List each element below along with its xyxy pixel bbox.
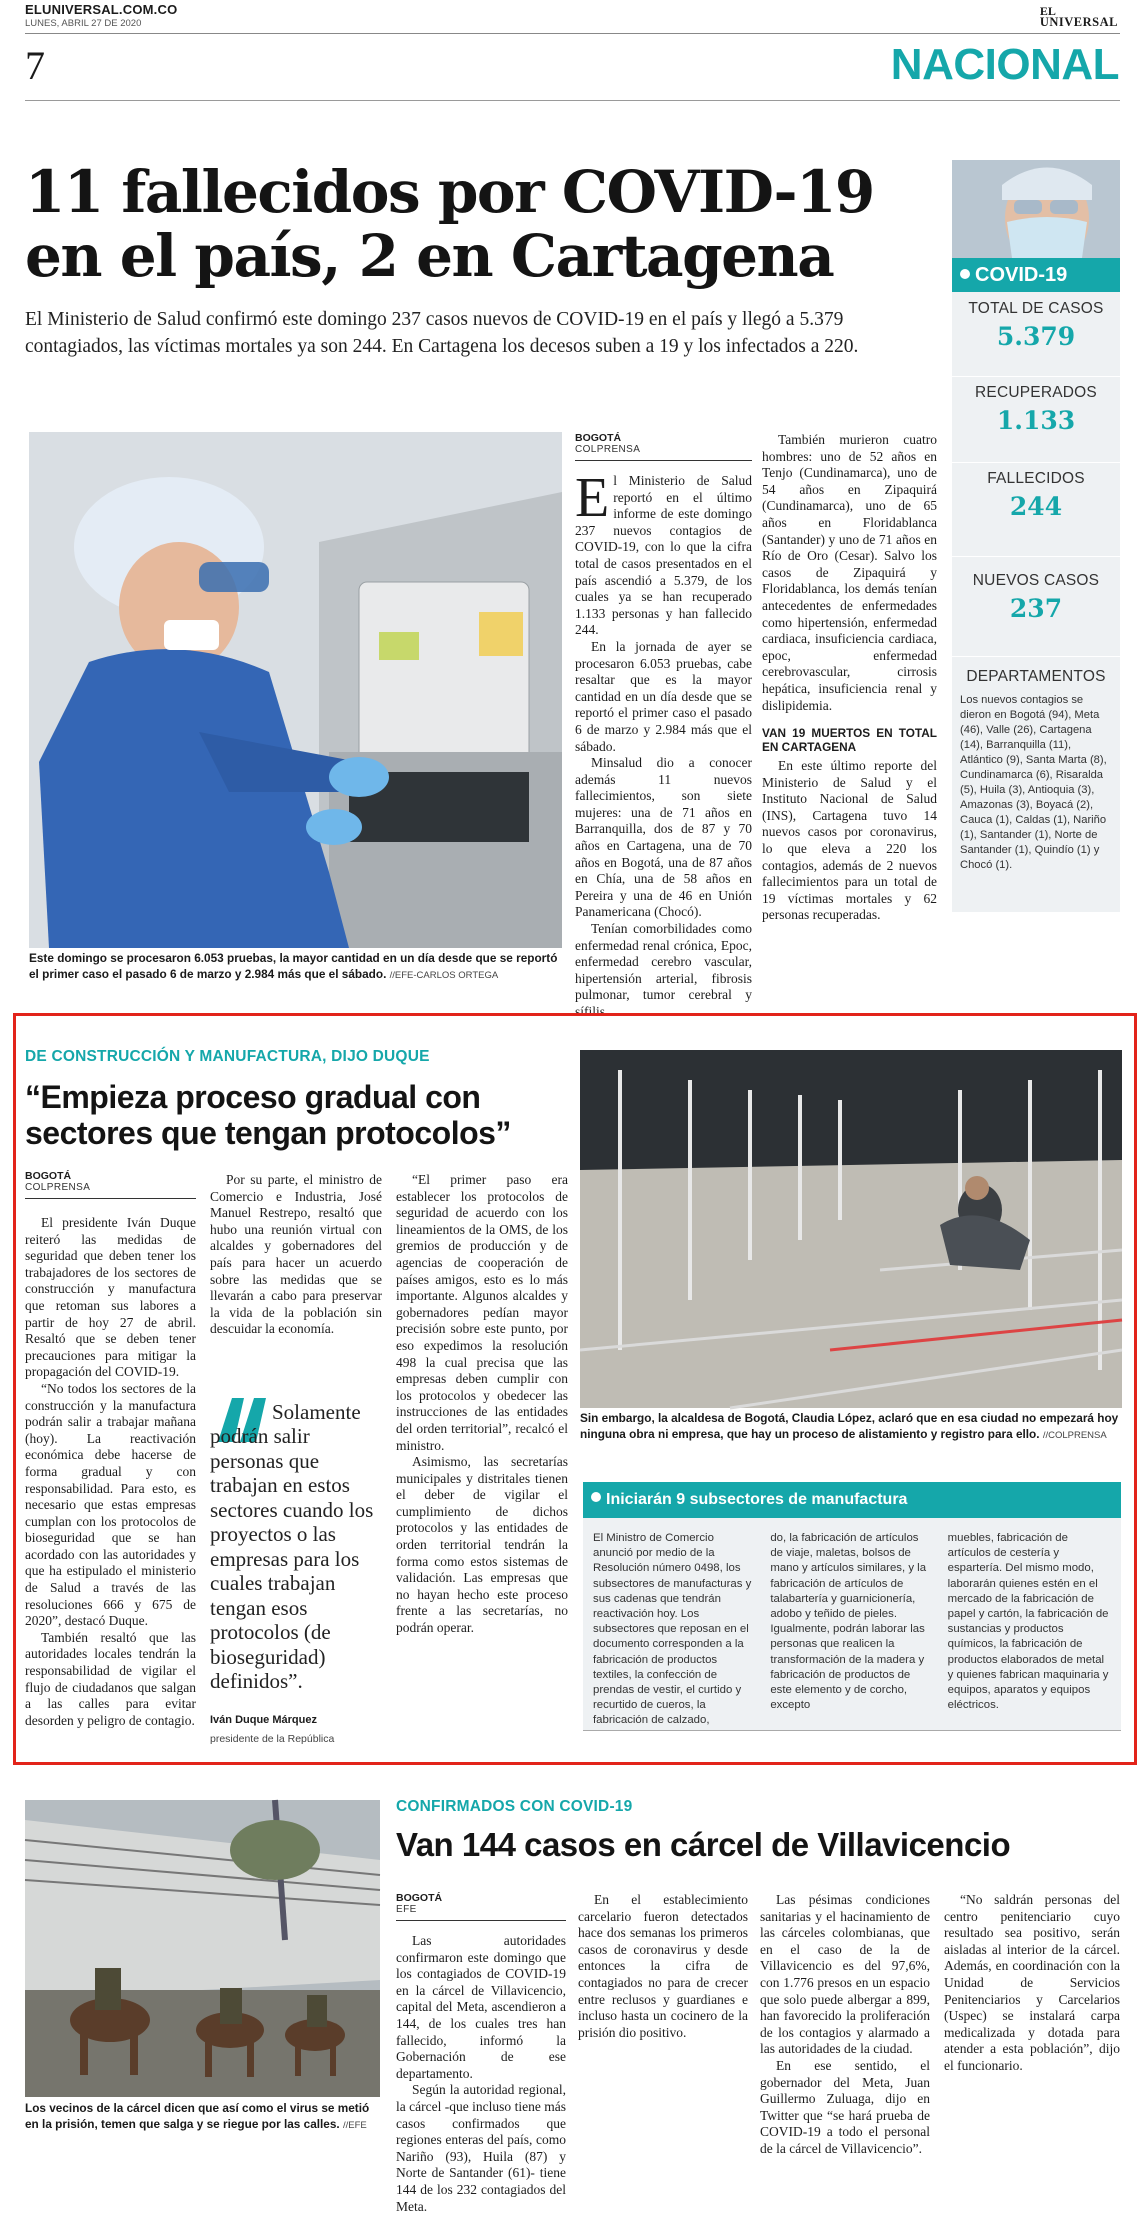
stat-recovered — [952, 384, 1120, 435]
stat-divider — [952, 656, 1120, 657]
main-headline-line-2: en el país, 2 en Cartagena — [25, 222, 834, 290]
second-paragraph-1: El presidente Iván Duque reiteró las medidas de seguridad que deben tener los trabajadores de los sectores de construcción y manufactura que retoman sus labores a partir de hoy 27 de abril. Resaltó que se deben tener precauciones para mitigar la propagación del COVID-19. — [25, 1215, 196, 1380]
header-divider — [25, 100, 1120, 101]
pull-quote: Solamente podrán salir personas que trabajan en estos sectores cuando los proyectos o las empresas para los cuales trabajan tengan esos protocolos (de bioseguridad) definidos”. — [210, 1399, 374, 1694]
third-byline-city: BOGOTÁ — [396, 1892, 443, 1904]
third-paragraph-3: En el establecimiento carcelario fueron detectados hace dos semanas los primeros casos de coronavirus y desde entonces la cifra de contagiados no para de crecer entre reclusos y guardianes e incluso hasta un cocinero de la prisión dio positivo. — [578, 1892, 748, 2040]
dot-icon — [591, 1492, 601, 1502]
construction-site-photo — [580, 1050, 1122, 1408]
stat-divider — [952, 376, 1120, 377]
covid-tag-label: COVID-19 — [975, 264, 1068, 286]
main-caption-text: Este domingo se procesaron 6.053 pruebas, la mayor cantidad en un día desde que se reportó el primer caso el pasado 6 de marzo y 2.984 más que el sábado. — [29, 951, 558, 981]
third-column-4 — [944, 1892, 1120, 2075]
doctor-mask-photo — [952, 160, 1120, 258]
second-byline-city: BOGOTÁ — [25, 1170, 72, 1182]
second-paragraph-5: “El primer paso era establecer los protocolos de seguridad de acuerdo con los lineamientos de la OMS, de los gremios de producción y de agencias de cooperación de países amigos, esto es lo más importante. Algunos alcaldes y gobernadores pedían mayor precisión sobre este punto, por eso expedimos la resolución 498 la cual precisa que las empresas deben cumplir con los protocolos y obedecer las instrucciones de las entidades del orden territorial”, recalcó el ministro. — [396, 1172, 568, 1453]
doctor-illustration — [952, 160, 1120, 258]
main-subhead: VAN 19 MUERTOS EN TOTAL EN CARTAGENA — [762, 726, 937, 755]
main-column-2 — [762, 432, 937, 924]
main-paragraph-3: Minsalud dio a conocer además 11 nuevos fallecimientos, son siete mujeres: una de 71 años en Barranquilla, dos de 87 y 70 años en Cartagena, una de 70 años en Bogotá, una de 87 años en Chía, una de 58 años en Pereira y una de 46 en Unión Panamericana (Chocó). — [575, 755, 752, 920]
departments-label: DEPARTAMENTOS — [966, 668, 1106, 685]
stat-divider — [952, 462, 1120, 463]
section-title: NACIONAL — [890, 40, 1119, 89]
second-column-3 — [396, 1172, 568, 1637]
third-paragraph-5: En ese sentido, el gobernador del Meta, Juan Guillermo Zuluaga, dijo en Twitter que “se hará prueba de COVID-19 a todo el personal de la cárcel de Villavicencio”. — [760, 2057, 930, 2156]
infobox-column-3: muebles, fabricación de artículos de cestería y espartería. Del mismo modo, laborarán quienes estén en el mercado de la fabricación de papel y cartón, la fabricación de sustancias y productos químicos, la fabricación de productos elaborados de metal y quienes fabrican maquinaria y equipos, aparatos y equipos eléctricos. — [947, 1532, 1109, 1712]
stat-label: RECUPERADOS — [975, 384, 1097, 401]
prison-photo-caption — [25, 2100, 385, 2134]
main-paragraph-6: En este último reporte del Ministerio de Salud y el Instituto Nacional de Salud (INS), Cartagena tuvo 14 nuevos casos por coronavirus, lo que eleva a 220 los contagios, además de 2 nuevos fallecimientos para un total de 19 víctimas mortales y 62 personas recuperadas. — [762, 758, 937, 923]
stat-value: 5.379 — [996, 322, 1076, 351]
main-headline-line-1: 11 fallecidos por COVID-19 — [25, 158, 874, 226]
page-number: 7 — [25, 43, 45, 88]
prison-illustration — [25, 1800, 380, 2097]
second-paragraph-6: Asimismo, las secretarías municipales y distritales tienen el deber de vigilar el cumplimiento de dichos protocolos y las entidades de orden territorial tendrán la forma como estos sistemas de validación. Las empresas que no hayan hecho este proceso frente a las secretarías, no podrán operar. — [396, 1454, 568, 1636]
third-story-kicker: CONFIRMADOS CON COVID-19 — [396, 1798, 633, 1815]
construction-photo-caption — [580, 1410, 1125, 1444]
second-story-headline — [25, 1079, 565, 1151]
logo-line-2: UNIVERSAL — [1039, 15, 1118, 29]
manufacturing-infobox — [583, 1482, 1121, 1731]
second-byline-agency: COLPRENSA — [25, 1182, 196, 1199]
main-dropcap: E — [575, 467, 610, 529]
quote-author: Iván Duque Márquez — [210, 1713, 317, 1726]
stat-value: 244 — [1009, 492, 1063, 521]
main-p1-text: l Ministerio de Salud reportó en el último informe de este domingo 237 nuevos contagios de COVID-19, con lo que la cifra total de casos presentados en el país ascendió a 5.379, de los cuales ya se han recuperado 1.133 personas y han fallecido 244. — [575, 473, 752, 638]
departments-title — [952, 668, 1120, 686]
main-dek: El Ministerio de Salud confirmó este domingo 237 casos nuevos de COVID-19 en el país y llegó a 5.379 contagiados, las víctimas mortales ya son 244. En Cartagena los decesos suben a 19 y los infectados a 220. — [25, 309, 859, 357]
infobox-columns — [593, 1531, 1111, 1729]
stat-new-cases — [952, 572, 1120, 623]
third-paragraph-4: Las pésimas condiciones sanitarias y el hacinamiento de las cárceles colombianas, que en el caso de la de Villavicencio es del 97,6%, con 1.776 presos en un espacio que solo puede albergar a 899, han favorecido la proliferación de los contagios y alarmado a las autoridades de la ciudad. — [760, 1892, 930, 2057]
stat-value: 1.133 — [996, 406, 1076, 435]
departments-text: Los nuevos contagios se dieron en Bogotá (94), Meta (46), Valle (26), Cartagena (14), Barranquilla (11), Atlántico (9), Santa Marta (8), Cundinamarca (6), Risaralda (5), Huila (3), Antioquia (3), Amazonas (3), Boyacá (2), Cauca (1), Caldas (1), Nariño (1), Santander (1), Norte de Santander (1), Quindío (1) y Chocó (1). — [960, 694, 1107, 871]
second-paragraph-4: Por su parte, el ministro de Comercio e Industria, José Manuel Restrepo, resaltó que hubo una reunión virtual con alcaldes y gobernadores del país para hacer un acuerdo sobre las medidas que se llevarán a cabo para preservar la vida de la población sin descuidar la economía. — [210, 1172, 382, 1337]
construction-photo-credit: //COLPRENSA — [1042, 1430, 1107, 1441]
main-photo-credit: //EFE-CARLOS ORTEGA — [389, 970, 499, 981]
main-byline-agency: COLPRENSA — [575, 444, 752, 461]
third-paragraph-6: “No saldrán personas del centro penitenciario cuyo resultado sea positivo, serán aisladas al interior de la cárcel. Además, en coordinación con la Unidad de Servicios Penitenciarios y Carcelarios (Uspec) se instalará carpa medicalizada y dotada para atender a esta población”, dijo el funcionario. — [944, 1892, 1120, 2073]
covid-stats-sidebar — [952, 160, 1120, 912]
dot-icon — [960, 269, 970, 279]
third-paragraph-2: Según la autoridad regional, la cárcel -que incluso tiene más casos confirmados que regiones enteras del país, como Nariño (93), Huila (87) y Norte de Santander (61)- tiene 144 de los 232 contagiados del Meta. — [396, 2082, 566, 2214]
newspaper-logo[interactable] — [1040, 6, 1118, 28]
logo-line-1: EL — [1039, 4, 1056, 18]
lab-technician-photo — [29, 432, 562, 948]
stat-label: TOTAL DE CASOS — [968, 300, 1104, 317]
main-paragraph-1 — [575, 467, 752, 639]
second-paragraph-3: También resaltó que las autoridades locales tendrán la responsabilidad de vigilar el flujo de ciudadanos que salgan a las calles para evitar desorden y peligro de contagio. — [25, 1629, 196, 1728]
site-url[interactable]: ELUNIVERSAL.COM.CO — [25, 2, 178, 17]
lab-photo-illustration — [29, 432, 562, 948]
quote-author-role: presidente de la República — [210, 1732, 335, 1745]
stat-total-cases — [952, 300, 1120, 351]
main-paragraph-2: En la jornada de ayer se procesaron 6.053 pruebas, cabe resaltar que es la mayor cantidad en un día desde que se reportó el primer caso el pasado 6 de marzo y 2.984 más que el sábado. — [575, 638, 752, 754]
third-column-1 — [396, 1892, 566, 2215]
second-column-1 — [25, 1170, 196, 1729]
third-column-2 — [578, 1892, 748, 2041]
issue-date: LUNES, ABRIL 27 DE 2020 — [25, 18, 142, 29]
stat-label: FALLECIDOS — [987, 470, 1085, 487]
main-photo-caption — [29, 950, 569, 984]
main-column-1 — [575, 432, 752, 1021]
stat-deaths — [952, 470, 1120, 521]
construction-caption-text: Sin embargo, la alcaldesa de Bogotá, Claudia López, aclaró que en esa ciudad no empezará hoy ninguna obra ni empresa, que hay un proceso de alistamiento y registro para ello. — [580, 1411, 1119, 1441]
third-paragraph-1: Las autoridades confirmaron este domingo que los contagiados de COVID-19 en la cárcel de Villavicencio, capital del Meta, ascendieron a 144, de los cuales tres han fallecido, informó la Gobernación de ese departamento. — [396, 1933, 566, 2081]
stat-label: NUEVOS CASOS — [972, 572, 1100, 589]
prison-caption-text: Los vecinos de la cárcel dicen que así como el virus se metió en la prisión, temen que salga y se riegue por las calles. — [25, 2101, 370, 2131]
stat-value: 237 — [1009, 594, 1063, 623]
main-paragraph-5: También murieron cuatro hombres: uno de 52 años en Tenjo (Cundinamarca), uno de 54 años en Zipaquirá (Cundinamarca), uno de 65 años en Floridablanca (Santander) y uno de 71 años en Río de Oro (Cesar). Salvo los casos de Zipaquirá y Floridablanca, los demás tenían antecedentes de enfermedades como hipertensión, enfermedad cardiaca, insuficiencia cardiaca, epoc, enfermedad cerebrovascular, cirrosis hepática, insuficiencia renal y dislipidemia. — [762, 432, 937, 713]
stat-divider — [952, 556, 1120, 557]
construction-illustration — [580, 1050, 1122, 1408]
second-paragraph-2: “No todos los sectores de la construcción y la manufactura podrán salir a trabajar mañana (hoy). La reactivación económica debe hacerse de forma gradual y con responsabilidad. Para esto, es necesario que estas empresas cumplan con los protocolos de bioseguridad que se han acordado con las autoridades y que ha estipulado el ministerio de Salud a través de las resoluciones 666 y 675 de 2020”, destacó Duque. — [25, 1380, 196, 1629]
main-paragraph-4: Tenían comorbilidades como enfermedad renal crónica, Epoc, enfermedad cerebro vascular, hipertensión arterial, fibrosis pulmonar, tumor cerebral y sífilis. — [575, 921, 752, 1019]
third-column-3 — [760, 1892, 930, 2158]
third-byline-agency: EFE — [396, 1904, 566, 1921]
second-headline-line-2: sectores que tengan protocolos” — [25, 1115, 511, 1151]
second-story-kicker: DE CONSTRUCCIÓN Y MANUFACTURA, DIJO DUQUE — [25, 1048, 430, 1065]
main-byline-city: BOGOTÁ — [575, 432, 622, 444]
second-column-2 — [210, 1172, 382, 1747]
masthead — [25, 2, 1120, 34]
third-story-headline: Van 144 casos en cárcel de Villavicencio — [396, 1826, 1011, 1863]
second-headline-line-1: “Empieza proceso gradual con — [25, 1079, 481, 1115]
infobox-column-1: El Ministro de Comercio anunció por medio de la Resolución número 0498, los subsectores de manufacturas y sus cadenas que tendrán reactivación hoy. Los subsectores que reposan en el documento corresponden a la fabricación de productos textiles, la confección de prendas de vestir, el curtido y recurtido de cueros, la fabricación de calzado, — [593, 1532, 752, 1727]
infobox-title: Iniciarán 9 subsectores de manufactura — [606, 1491, 908, 1508]
covid-tag — [952, 258, 1120, 292]
infobox-column-2: do, la fabricación de artículos de viaje, maletas, bolsos de mano y artículos similares, y la fabricación de artículos de talabartería y guarnicionería, adobo y teñido de pieles. Igualmente, podrán laborar las personas que realicen la transformación de la madera y fabricación de productos de este elemento y de corcho, excepto — [770, 1532, 927, 1712]
infobox-header — [583, 1482, 1121, 1518]
main-headline — [25, 160, 925, 288]
prison-photo-credit: //EFE — [343, 2120, 367, 2131]
prison-guards-photo — [25, 1800, 380, 2097]
